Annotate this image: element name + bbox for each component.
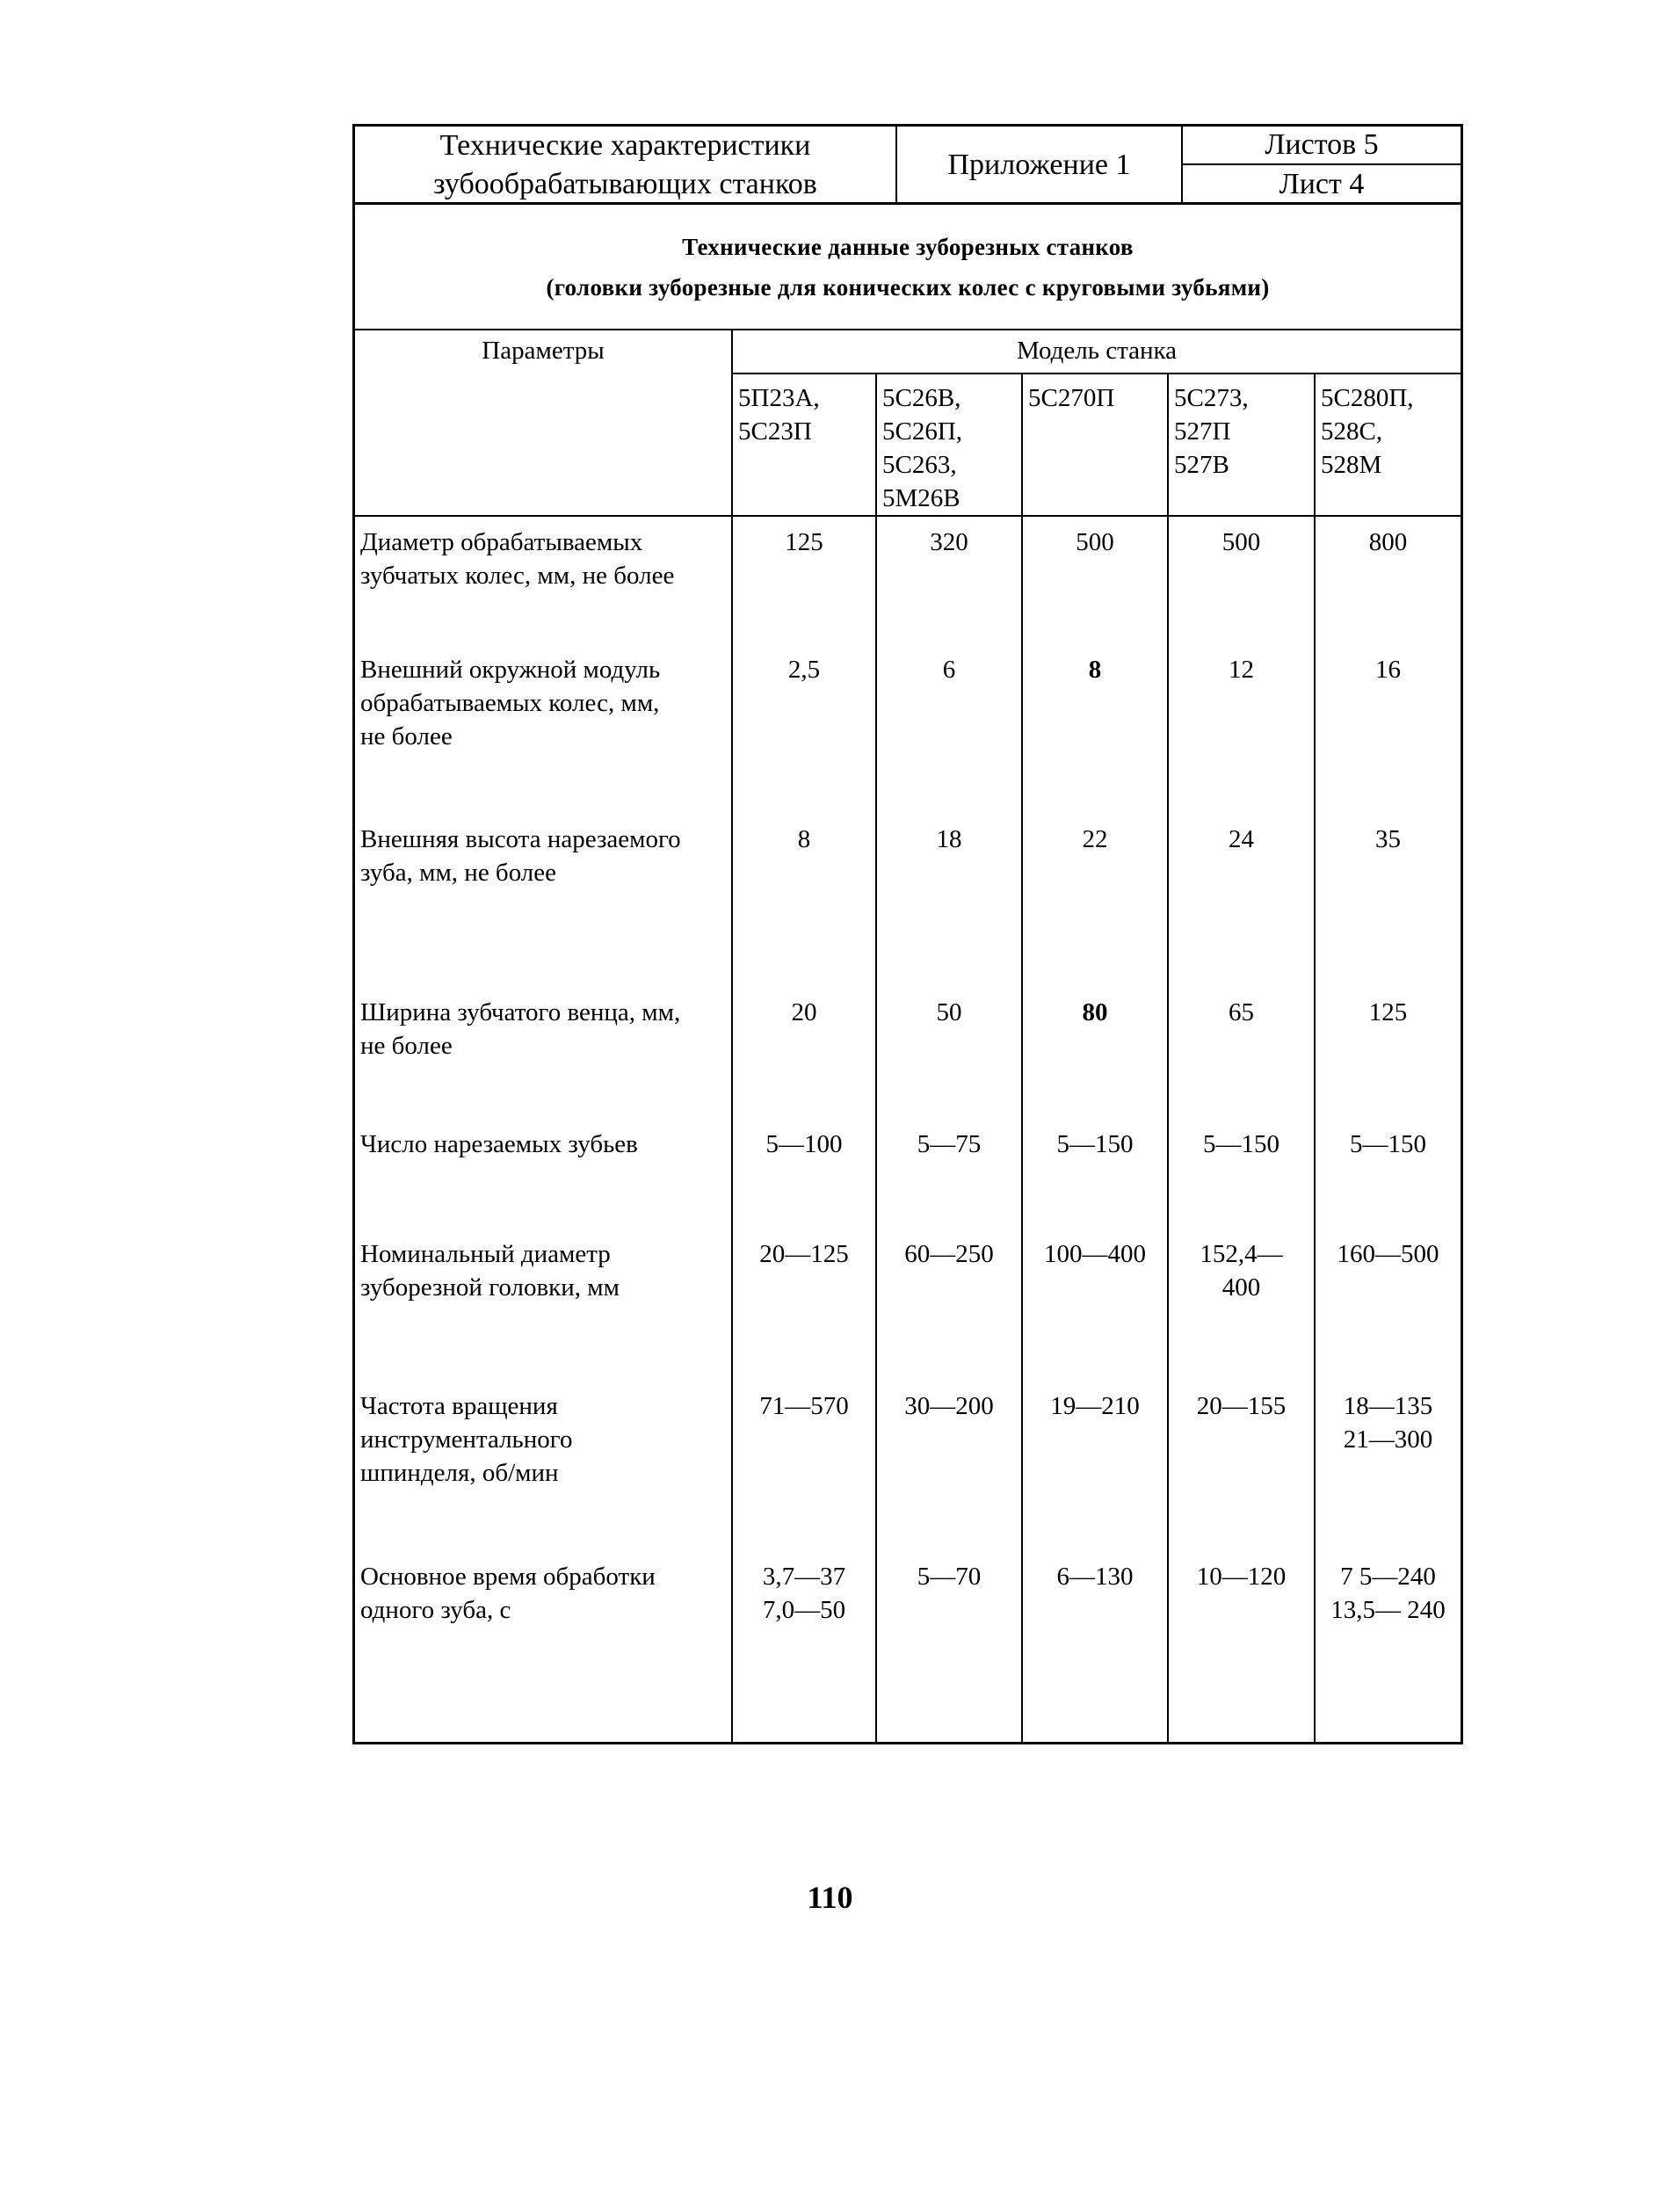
value-cell bbox=[1168, 1551, 1315, 1742]
cell-line: 22 bbox=[1082, 825, 1108, 853]
cell-line: 500 bbox=[1076, 528, 1114, 556]
cell-line: одного зуба, с bbox=[360, 1596, 511, 1624]
value-cell bbox=[1022, 814, 1168, 987]
value-cell bbox=[1022, 987, 1168, 1119]
cell-line: 20 bbox=[791, 998, 817, 1026]
value-cell bbox=[876, 1381, 1022, 1551]
value-cell bbox=[732, 516, 876, 644]
cell-line: 65 bbox=[1229, 998, 1254, 1026]
cell-line: Ширина зубчатого венца, мм, bbox=[360, 998, 681, 1026]
value-cell bbox=[732, 1119, 876, 1229]
cell-line: 18—135 bbox=[1343, 1392, 1433, 1420]
parameter-cell bbox=[355, 1551, 732, 1742]
table-header-row bbox=[355, 330, 1461, 374]
value-cell bbox=[732, 1551, 876, 1742]
cell-line: 18 bbox=[936, 825, 962, 853]
cell-line: 8 bbox=[1088, 656, 1102, 684]
model-header: Модель станка bbox=[732, 330, 1461, 374]
model-name-cell bbox=[732, 374, 876, 516]
cell-line: 60—250 bbox=[904, 1240, 994, 1268]
specs-table bbox=[355, 330, 1461, 1742]
cell-line: шпинделя, об/мин bbox=[360, 1459, 559, 1487]
caption-line-2: (головки зуборезные для конических колес с круговыми зубьями) bbox=[546, 273, 1270, 301]
value-cell bbox=[1022, 644, 1168, 814]
cell-line: 35 bbox=[1375, 825, 1401, 853]
value-cell bbox=[876, 987, 1022, 1119]
value-cell bbox=[1022, 1551, 1168, 1742]
cell-line: 5—150 bbox=[1056, 1130, 1134, 1158]
cell-line: 100—400 bbox=[1044, 1240, 1146, 1268]
parameter-cell bbox=[355, 516, 732, 644]
cell-line: 2,5 bbox=[787, 656, 821, 684]
cell-line: не более bbox=[360, 722, 453, 751]
cell-line: Частота вращения bbox=[360, 1392, 558, 1420]
cell-line: обрабатываемых колес, мм, bbox=[360, 689, 660, 717]
value-cell bbox=[1168, 1381, 1315, 1551]
value-cell bbox=[732, 644, 876, 814]
value-cell bbox=[876, 1119, 1022, 1229]
table-row bbox=[355, 987, 1461, 1119]
cell-line: 5С270П bbox=[1028, 384, 1115, 412]
cell-line: 20—155 bbox=[1196, 1392, 1287, 1420]
table-row bbox=[355, 1551, 1461, 1742]
cell-line: 5—150 bbox=[1350, 1130, 1426, 1158]
cell-line: 400 bbox=[1221, 1273, 1261, 1302]
cell-line: 24 bbox=[1229, 825, 1254, 853]
cell-line: 5С26В, bbox=[882, 384, 961, 412]
table-row bbox=[355, 1229, 1461, 1381]
cell-line: 5С280П, bbox=[1321, 384, 1414, 412]
value-cell bbox=[876, 1229, 1022, 1381]
cell-line: зуба, мм, не более bbox=[360, 859, 557, 887]
value-cell bbox=[732, 814, 876, 987]
value-cell bbox=[1022, 1381, 1168, 1551]
table-row bbox=[355, 1119, 1461, 1229]
cell-line: 320 bbox=[930, 528, 968, 556]
value-cell bbox=[1315, 987, 1461, 1119]
value-cell bbox=[1315, 1381, 1461, 1551]
cell-line: 800 bbox=[1368, 528, 1408, 556]
cell-line: Внешний окружной модуль bbox=[360, 656, 661, 684]
value-cell bbox=[1315, 1229, 1461, 1381]
model-name-cell bbox=[1168, 374, 1315, 516]
table-caption bbox=[355, 205, 1461, 330]
cell-line: не более bbox=[360, 1032, 453, 1060]
value-cell bbox=[1315, 644, 1461, 814]
cell-line: инструментального bbox=[360, 1425, 573, 1454]
value-cell bbox=[732, 1229, 876, 1381]
value-cell bbox=[1168, 987, 1315, 1119]
cell-line: 6 bbox=[942, 656, 956, 684]
cell-line: 7,0—50 bbox=[762, 1596, 846, 1624]
cell-line: 5С26П, bbox=[882, 417, 963, 446]
cell-line: 5—100 bbox=[765, 1130, 843, 1158]
cell-line: 30—200 bbox=[904, 1392, 994, 1420]
cell-line: 5С23П bbox=[738, 417, 812, 446]
cell-line: 527В bbox=[1174, 451, 1229, 479]
title-line-2: зубообрабатывающих станков bbox=[433, 168, 817, 200]
cell-line: 21—300 bbox=[1343, 1425, 1433, 1454]
cell-line: 7 5—240 bbox=[1340, 1563, 1436, 1591]
sheets-total: Листов 5 bbox=[1183, 127, 1461, 165]
value-cell bbox=[1315, 814, 1461, 987]
cell-line: 160—500 bbox=[1337, 1240, 1439, 1268]
value-cell bbox=[1315, 1119, 1461, 1229]
value-cell bbox=[1022, 1119, 1168, 1229]
parameter-cell bbox=[355, 1119, 732, 1229]
cell-line: 71—570 bbox=[759, 1392, 849, 1420]
cell-line: 8 bbox=[797, 825, 811, 853]
sheet-current: Лист 4 bbox=[1279, 168, 1365, 200]
cell-line: 5П23А, bbox=[738, 384, 820, 412]
table-row bbox=[355, 814, 1461, 987]
cell-line: Число нарезаемых зубьев bbox=[360, 1130, 638, 1158]
cell-line: 3,7—37 bbox=[762, 1563, 846, 1591]
value-cell bbox=[1168, 814, 1315, 987]
value-cell bbox=[876, 516, 1022, 644]
cell-line: 6—130 bbox=[1056, 1563, 1134, 1591]
cell-line: 13,5— 240 bbox=[1330, 1596, 1446, 1624]
value-cell bbox=[1168, 644, 1315, 814]
table-row bbox=[355, 1381, 1461, 1551]
parameter-cell bbox=[355, 814, 732, 987]
cell-line: 5—150 bbox=[1203, 1130, 1279, 1158]
cell-line: 16 bbox=[1375, 656, 1401, 684]
parameter-cell bbox=[355, 644, 732, 814]
cell-line: 125 bbox=[1368, 998, 1408, 1026]
cell-line: 5—75 bbox=[917, 1130, 982, 1158]
parameter-cell bbox=[355, 1229, 732, 1381]
cell-line: 12 bbox=[1229, 656, 1254, 684]
parameter-cell bbox=[355, 987, 732, 1119]
document-title bbox=[355, 127, 897, 204]
cell-line: 50 bbox=[936, 998, 962, 1026]
page-number: 110 bbox=[807, 1880, 853, 1915]
cell-line: 19—210 bbox=[1050, 1392, 1140, 1420]
cell-line: зуборезной головки, мм bbox=[360, 1273, 620, 1302]
cell-line: 5С273, bbox=[1174, 384, 1249, 412]
value-cell bbox=[732, 1381, 876, 1551]
model-name-cell bbox=[876, 374, 1022, 516]
cell-line: Номинальный диаметр bbox=[360, 1240, 611, 1268]
model-name-cell bbox=[1022, 374, 1168, 516]
value-cell bbox=[1022, 1229, 1168, 1381]
document-sheet bbox=[352, 124, 1463, 1744]
cell-line: 125 bbox=[785, 528, 823, 556]
value-cell bbox=[732, 987, 876, 1119]
cell-line: 527П bbox=[1174, 417, 1231, 446]
cell-line: 80 bbox=[1082, 998, 1108, 1026]
cell-line: зубчатых колес, мм, не более bbox=[360, 562, 675, 590]
value-cell bbox=[876, 814, 1022, 987]
param-header: Параметры bbox=[355, 330, 732, 516]
table-frame bbox=[352, 205, 1463, 1744]
cell-line: 20—125 bbox=[759, 1240, 849, 1268]
value-cell bbox=[1168, 516, 1315, 644]
value-cell bbox=[1022, 516, 1168, 644]
cell-line: 5—70 bbox=[917, 1563, 982, 1591]
cell-line: 10—120 bbox=[1196, 1563, 1287, 1591]
model-name-cell bbox=[1315, 374, 1461, 516]
cell-line: Диаметр обрабатываемых bbox=[360, 528, 643, 556]
cell-line: 500 bbox=[1221, 528, 1261, 556]
cell-line: 528М bbox=[1321, 451, 1382, 479]
sheet-counter bbox=[1183, 127, 1461, 204]
value-cell bbox=[1168, 1229, 1315, 1381]
value-cell bbox=[1168, 1119, 1315, 1229]
caption-line-1: Технические данные зуборезных станков bbox=[682, 233, 1134, 260]
cell-line: 528С, bbox=[1321, 417, 1383, 446]
cell-line: Внешняя высота нарезаемого bbox=[360, 825, 681, 853]
table-row bbox=[355, 644, 1461, 814]
cell-line: 152,4— bbox=[1200, 1240, 1283, 1268]
title-line-1: Технические характеристики bbox=[439, 129, 811, 162]
value-cell bbox=[876, 1551, 1022, 1742]
appendix-label: Приложение 1 bbox=[897, 127, 1183, 204]
cell-line: Основное время обработки bbox=[360, 1563, 656, 1591]
value-cell bbox=[1315, 1551, 1461, 1742]
table-row bbox=[355, 516, 1461, 644]
parameter-cell bbox=[355, 1381, 732, 1551]
header-frame bbox=[352, 124, 1463, 205]
value-cell bbox=[876, 644, 1022, 814]
cell-line: 5С263, bbox=[882, 451, 957, 479]
value-cell bbox=[1315, 516, 1461, 644]
cell-line: 5М26В bbox=[882, 484, 960, 512]
